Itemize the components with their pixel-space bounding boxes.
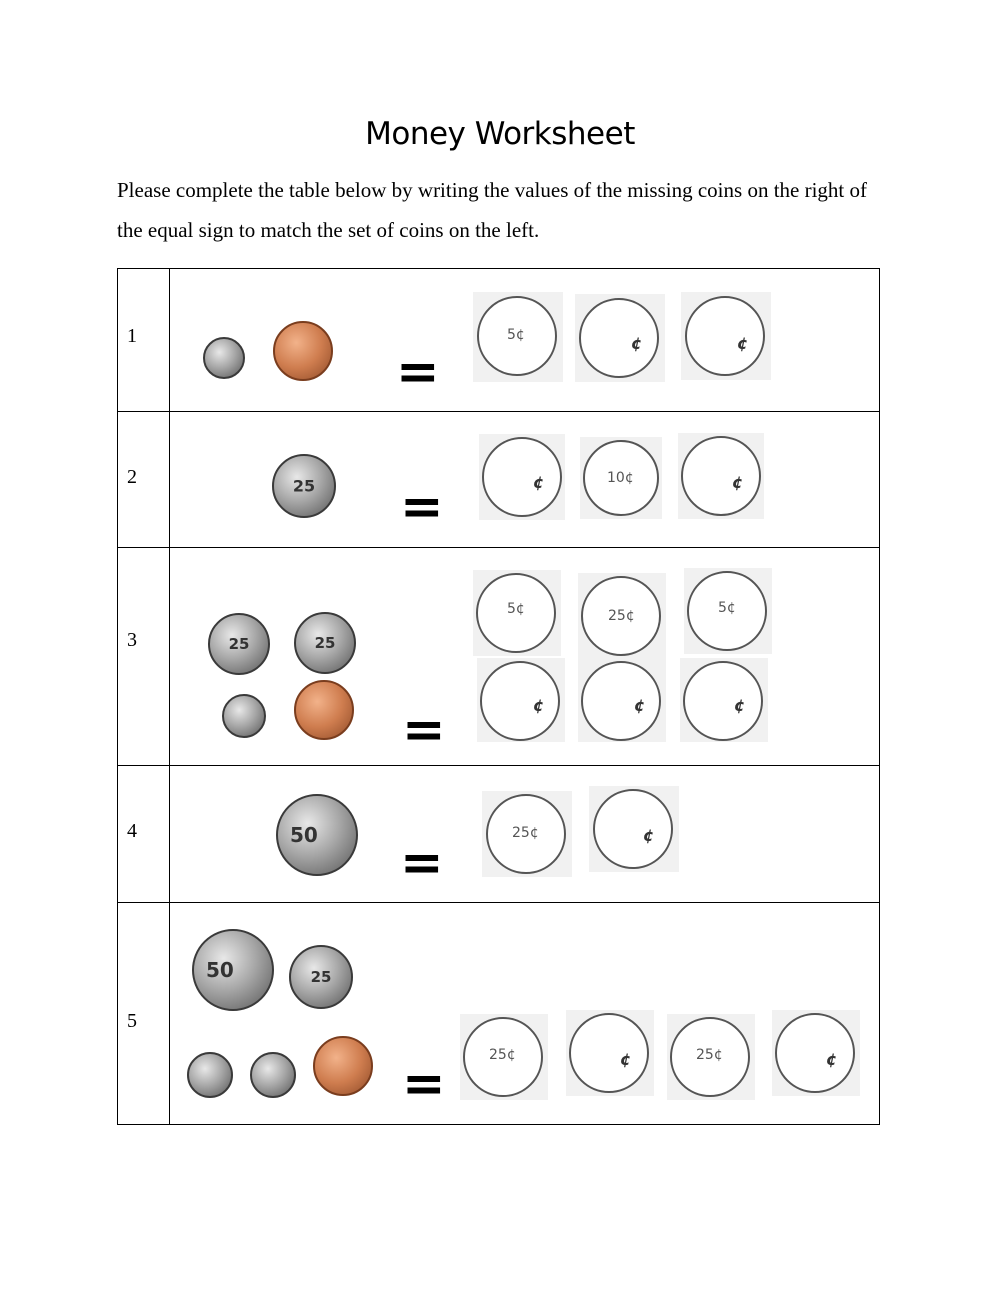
answer-coin-blank[interactable]: ¢ — [566, 1010, 654, 1096]
row-number: 4 — [127, 820, 137, 842]
row-number: 2 — [127, 466, 137, 488]
column-divider — [169, 269, 170, 1124]
quarter-coin: 25 — [272, 454, 336, 518]
answer-coin-blank[interactable]: ¢ — [575, 294, 665, 382]
quarter-coin: 25 — [208, 613, 270, 675]
row-number: 1 — [127, 325, 137, 347]
answer-coin-blank[interactable]: ¢ — [589, 786, 679, 872]
answer-coin-blank[interactable]: ¢ — [578, 658, 666, 742]
answer-coin: 5¢ — [684, 568, 772, 654]
page-title: Money Worksheet — [365, 116, 635, 152]
row-divider — [118, 547, 879, 548]
answer-coin-blank[interactable]: ¢ — [681, 292, 771, 380]
answer-coin: 5¢ — [473, 292, 563, 382]
answer-coin: 10¢ — [580, 437, 662, 519]
equal-sign: = — [400, 833, 444, 893]
quarter-coin: 25 — [289, 945, 353, 1009]
quarter-coin: 25 — [294, 612, 356, 674]
row-number: 5 — [127, 1010, 137, 1032]
penny-coin — [273, 321, 333, 381]
equal-sign: = — [402, 700, 446, 760]
penny-coin — [313, 1036, 373, 1096]
dime-coin — [222, 694, 266, 738]
answer-coin: 5¢ — [473, 570, 561, 656]
fifty-cent-coin: 50 — [192, 929, 274, 1011]
fifty-cent-coin: 50 — [276, 794, 358, 876]
answer-coin-blank[interactable]: ¢ — [678, 433, 764, 519]
answer-coin: 25¢ — [482, 791, 572, 877]
instructions: Please complete the table below by writing the values of the missing coins on the right of the equal sign to match the set of coins on the left. — [117, 178, 868, 242]
row-divider — [118, 411, 879, 412]
answer-coin-blank[interactable]: ¢ — [772, 1010, 860, 1096]
answer-coin-blank[interactable]: ¢ — [477, 658, 565, 742]
answer-coin: 25¢ — [578, 573, 666, 659]
answer-coin-blank[interactable]: ¢ — [479, 434, 565, 520]
dime-coin — [187, 1052, 233, 1098]
equal-sign: = — [400, 477, 444, 537]
equal-sign: = — [396, 342, 440, 402]
row-number: 3 — [127, 629, 137, 651]
answer-coin: 25¢ — [460, 1014, 548, 1100]
row-divider — [118, 765, 879, 766]
dime-coin — [203, 337, 245, 379]
answer-coin-blank[interactable]: ¢ — [680, 658, 768, 742]
dime-coin — [250, 1052, 296, 1098]
penny-coin — [294, 680, 354, 740]
row-divider — [118, 902, 879, 903]
equal-sign: = — [402, 1054, 446, 1114]
answer-coin: 25¢ — [667, 1014, 755, 1100]
